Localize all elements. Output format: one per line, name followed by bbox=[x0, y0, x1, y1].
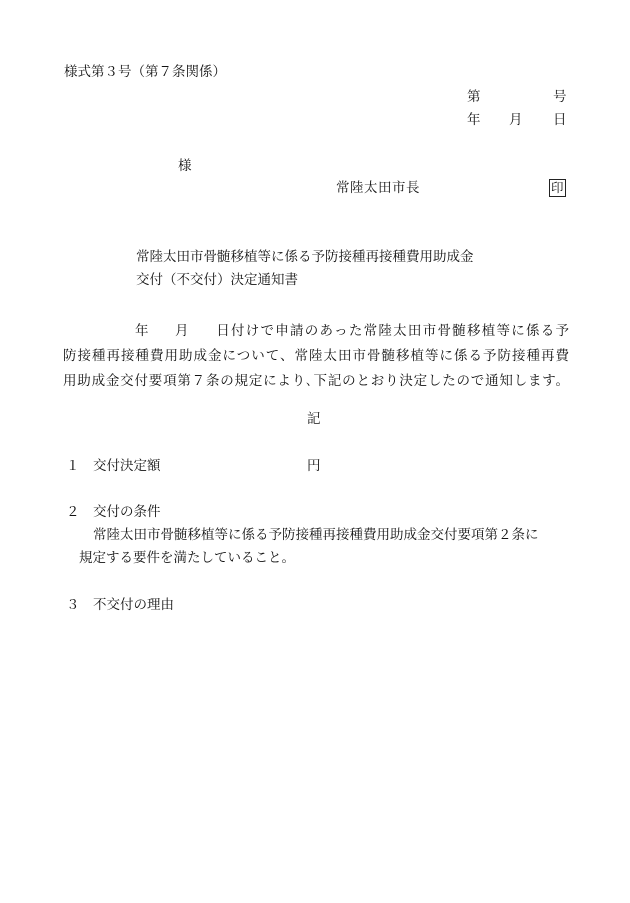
date-month: 月 bbox=[509, 112, 523, 128]
date-year: 年 bbox=[467, 112, 481, 128]
form-number: 様式第３号（第７条関係） bbox=[64, 64, 226, 80]
body-month: 月 bbox=[175, 323, 189, 339]
body-line-2: 防接種再接種費用助成金について、常陸太田市骨髄移植等に係る予防接種再費 bbox=[63, 348, 569, 364]
body-line-3: 用助成金交付要項第７条の規定により､下記のとおり決定したので通知します。 bbox=[63, 373, 569, 389]
issuer-name: 常陸太田市長 bbox=[336, 180, 420, 196]
section-1-number: １ bbox=[66, 458, 80, 474]
ki-heading: 記 bbox=[307, 411, 321, 427]
section-1-amount-unit: 円 bbox=[307, 458, 321, 474]
body-paragraph bbox=[63, 319, 569, 394]
document-title-line1: 常陸太田市骨髄移植等に係る予防接種再接種費用助成金 bbox=[136, 249, 474, 265]
seal-mark: 印 bbox=[551, 180, 564, 195]
document-number-suffix: 号 bbox=[553, 89, 567, 105]
section-2-label: 交付の条件 bbox=[93, 504, 161, 520]
body-year: 年 bbox=[135, 323, 149, 339]
addressee-honorific: 様 bbox=[178, 158, 192, 174]
document-title-line2: 交付（不交付）決定通知書 bbox=[136, 272, 298, 288]
section-2-text-line2: 規定する要件を満たしていること。 bbox=[79, 550, 295, 566]
document-number-prefix: 第 bbox=[467, 89, 481, 105]
section-2-number: ２ bbox=[66, 504, 80, 520]
section-3-number: ３ bbox=[66, 597, 80, 613]
section-1-label: 交付決定額 bbox=[93, 458, 161, 474]
body-line-1 bbox=[63, 319, 569, 344]
date-day: 日 bbox=[553, 112, 567, 128]
section-2-text-line1: 常陸太田市骨髄移植等に係る予防接種再接種費用助成金交付要項第２条に bbox=[93, 527, 539, 543]
body-line1-rest: 日付けで申請のあった常陸太田市骨髄移植等に係る予 bbox=[215, 323, 569, 339]
section-3-label: 不交付の理由 bbox=[93, 597, 174, 613]
